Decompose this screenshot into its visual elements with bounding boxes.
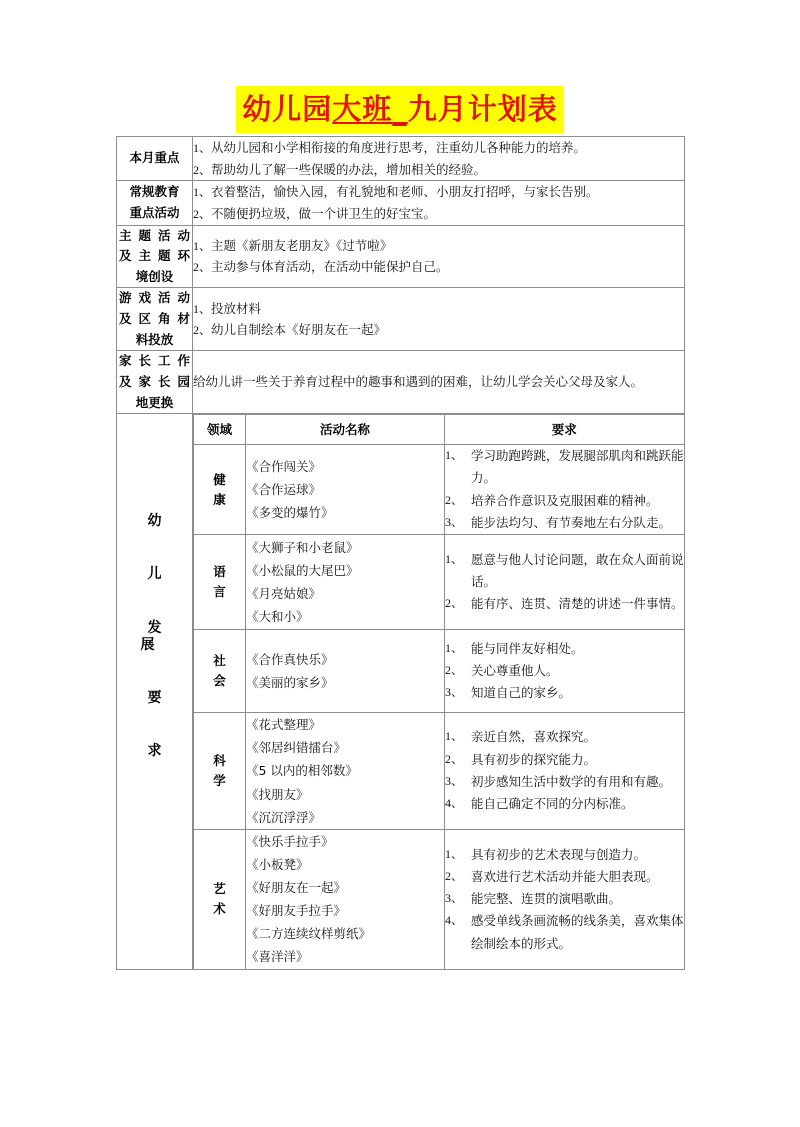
list-number: 2、 [193,162,212,177]
table-row-development-requirements [117,414,685,970]
activity-item: 《小松鼠的大尾巴》 [246,563,359,578]
activity-item: 《找朋友》 [246,786,309,802]
domain-char: 健 [213,471,226,487]
requirement-number: 1、 [445,846,464,861]
row-label-game-area-materials [117,288,193,351]
requirement-number: 3、 [445,514,464,529]
header-requirement: 要求 [445,415,685,445]
list-text: 衣着整洁，愉快入园，有礼貌地和老师、小朋友打招呼，与家长告别。 [211,184,599,200]
list-text: 主题《新朋友老朋友》《过节啦》 [211,237,393,253]
domain-cell-health [194,445,246,535]
activities-cell-language [246,535,445,630]
requirement-number: 3、 [445,891,464,905]
domain-char: 社 [213,653,226,669]
requirement-text: 能自己确定不同的分内标准。 [471,796,634,812]
list-item [193,235,684,257]
row-label-monthly-focus [117,137,193,181]
row-label-theme-activity [117,225,193,288]
row-label-line: 地更换 [135,394,174,410]
vertical-label-char: 发 展 [140,619,176,653]
requirement-text: 能完整、连贯的演唱歌曲。 [471,891,622,906]
header-domain: 领域 [194,415,246,445]
requirement-text: 具有初步的艺术表现与创造力。 [471,846,647,862]
requirement-number: 3、 [445,773,464,788]
development-row-art [194,829,685,969]
list-item [193,298,684,320]
requirement-text: 初步感知生活中数学的有用和有趣。 [471,773,672,789]
requirement-number: 2、 [445,596,464,611]
requirement-continuation: 绘制绘本的形式。 [471,935,572,951]
requirement-item [445,749,684,771]
domain-char: 学 [213,772,226,788]
domain-cell-art [194,829,246,969]
vertical-label-char: 求 [147,743,176,760]
list-text: 主动参与体育活动，在活动中能保护自己。 [211,259,449,275]
row-label-parent-work [117,351,193,414]
requirements-cell-social [445,630,685,713]
domain-char: 艺 [213,881,226,897]
row-label-line: 重点活动 [129,204,180,220]
requirement-number: 1、 [445,729,464,744]
activities-cell-art [246,829,445,969]
requirement-number: 1、 [445,448,464,463]
requirement-text: 愿意与他人讨论问题，敢在众人面前说 [471,551,684,567]
list-text: 投放材料 [211,300,262,316]
table-row-game-area-materials [117,288,685,351]
development-table-body [194,415,685,969]
domain-char: 语 [213,564,226,580]
domain-cell-language [194,535,246,630]
activity-item: 《大狮子和小老鼠》 [246,539,359,555]
row-content-game-area-materials [193,288,685,351]
list-text: 幼儿自制绘本《好朋友在一起》 [211,322,387,338]
vertical-label-char: 儿 [147,566,176,583]
activities-cell-health [246,445,445,535]
domain-char: 言 [213,584,226,600]
row-label-line: 游戏活动 [119,290,190,306]
list-text: 帮助幼儿了解一些保暖的办法，增加相关的经验。 [211,161,487,177]
requirement-number: 2、 [445,868,464,883]
row-content-routine-education [193,181,685,225]
activity-item: 《5 以内的相邻数》 [246,763,358,779]
row-label-development-requirements [117,414,193,970]
list-number: 2、 [193,323,212,338]
requirement-continuation: 力。 [471,470,497,486]
domain-char: 科 [213,752,226,768]
development-row-social [194,630,685,713]
list-item [193,159,684,181]
requirement-number: 3、 [445,685,464,700]
row-label-line: 本月重点 [129,150,180,166]
list-item [193,203,684,225]
requirement-item [445,682,684,704]
row-label-line: 境创设 [135,268,174,284]
vertical-label-stack [117,437,192,947]
vertical-label-char: 幼 [147,513,176,530]
row-label-line: 常规教育 [129,184,180,200]
development-row-science [194,713,685,830]
activity-item: 《喜洋洋》 [246,949,309,965]
activities-cell-social [246,630,445,713]
list-item [193,319,684,341]
requirement-text: 能步法均匀、有节奏地左右分队走。 [471,514,672,530]
table-row-theme-activity [117,225,685,288]
table-row-routine-education [117,181,685,225]
requirement-number: 4、 [445,796,464,811]
requirement-number: 2、 [445,663,464,677]
activity-item: 《花式整理》 [246,717,322,733]
domain-char: 会 [213,673,226,689]
requirements-cell-science [445,713,685,830]
requirement-number: 4、 [445,913,464,928]
development-table [193,414,685,969]
requirement-text: 培养合作意识及克服困难的精神。 [471,492,659,508]
table-row-parent-work [117,351,685,414]
requirement-number: 2、 [445,492,464,507]
table-row-monthly-focus [117,137,685,181]
activity-item: 《月亮姑娘》 [246,586,322,602]
activities-cell-science [246,713,445,830]
requirement-text: 亲近自然，喜欢探究。 [471,729,597,745]
requirement-text: 感受单线条画流畅的线条美，喜欢集体 [471,913,684,929]
requirement-item [445,793,684,815]
requirement-text: 喜欢进行艺术活动并能大胆表现。 [471,868,659,884]
requirement-number: 1、 [445,640,464,655]
list-item [193,137,684,159]
activity-item: 《好朋友手拉手》 [246,903,347,919]
requirement-item [445,660,684,682]
list-number: 1、 [193,238,212,253]
activity-item: 《大和小》 [246,609,309,625]
activity-item: 《沉沉浮浮》 [246,809,322,825]
requirements-cell-art [445,829,685,969]
requirement-item [445,910,684,932]
row-content-theme-activity [193,225,685,288]
list-text: 从幼儿园和小学相衔接的角度进行思考，注重幼儿各种能力的培养。 [211,140,587,155]
activity-item: 《快乐手拉手》 [246,833,334,849]
requirement-text: 关心尊重他人。 [471,663,559,678]
requirement-item [445,549,684,571]
title-connector: _ [392,92,408,126]
requirement-continuation: 话。 [471,574,497,589]
domain-char: 术 [213,901,226,917]
requirement-item [445,512,684,534]
requirement-item [445,638,684,660]
requirement-item [445,593,684,615]
list-number: 1、 [193,185,212,200]
list-text: 不随便扔垃圾，做一个讲卫生的好宝宝。 [211,205,437,221]
requirements-cell-language [445,535,685,630]
activity-item: 《美丽的家乡》 [246,675,334,691]
development-row-health [194,445,685,535]
header-activity: 活动名称 [246,415,445,445]
row-content-monthly-focus [193,137,685,181]
activity-item: 《多变的爆竹》 [246,505,334,521]
requirement-item [445,844,684,866]
row-content-parent-work [193,351,685,414]
row-label-line: 及家长园 [119,373,190,389]
requirements-cell-health [445,445,685,535]
requirement-number: 2、 [445,751,464,766]
activity-item: 《合作真快乐》 [246,652,334,667]
list-item [193,181,684,203]
requirement-text: 具有初步的探究能力。 [471,751,597,767]
activity-item: 《合作闯关》 [246,458,322,474]
requirement-number: 1、 [445,551,464,566]
list-number: 2、 [193,260,212,275]
title-prefix: 幼儿园 [242,92,333,126]
list-number: 1、 [193,141,212,155]
requirement-item [445,490,684,512]
page-title-wrapper [0,86,800,133]
domain-cell-science [194,713,246,830]
activity-item: 《邻居纠错擂台》 [246,740,347,756]
activity-item: 《小板凳》 [246,856,309,872]
requirement-item [445,445,684,467]
row-label-line: 料投放 [135,331,174,347]
title-underlined-part: 大班 [332,92,393,126]
development-header-row [194,415,685,445]
page-title [236,86,564,133]
list-item [193,256,684,278]
activity-item: 《二方连续纹样剪纸》 [246,926,372,942]
plan-table [116,136,685,970]
row-label-line: 及区角材 [119,311,190,326]
row-label-line: 及主题环 [119,248,190,264]
domain-cell-social [194,630,246,713]
list-number: 2、 [193,206,212,221]
requirement-item [445,888,684,910]
vertical-label-char: 要 [147,689,176,706]
requirement-item [445,726,684,748]
requirement-text: 能有序、连贯、清楚的讲述一件事情。 [471,596,684,612]
row-label-line: 家长工作 [119,353,190,369]
list-number: 1、 [193,301,212,316]
activity-item: 《合作运球》 [246,482,322,498]
activity-item: 《好朋友在一起》 [246,880,347,895]
requirement-item [445,866,684,888]
paragraph-text: 给幼儿讲一些关于养育过程中的趣事和遇到的困难，让幼儿学会关心父母及家人。 [193,374,644,390]
requirement-text: 学习助跑跨跳，发展腿部肌肉和跳跃能 [471,448,684,464]
requirement-text: 能与同伴友好相处。 [471,640,584,656]
requirement-item [445,771,684,793]
domain-char: 康 [213,491,226,507]
row-label-routine-education [117,181,193,225]
requirement-text: 知道自己的家乡。 [471,685,572,701]
row-label-line: 主题活动 [119,227,190,243]
plan-table-body [117,137,685,970]
title-suffix: 九月计划表 [407,92,558,126]
development-table-container [193,414,685,970]
development-row-language [194,535,685,630]
